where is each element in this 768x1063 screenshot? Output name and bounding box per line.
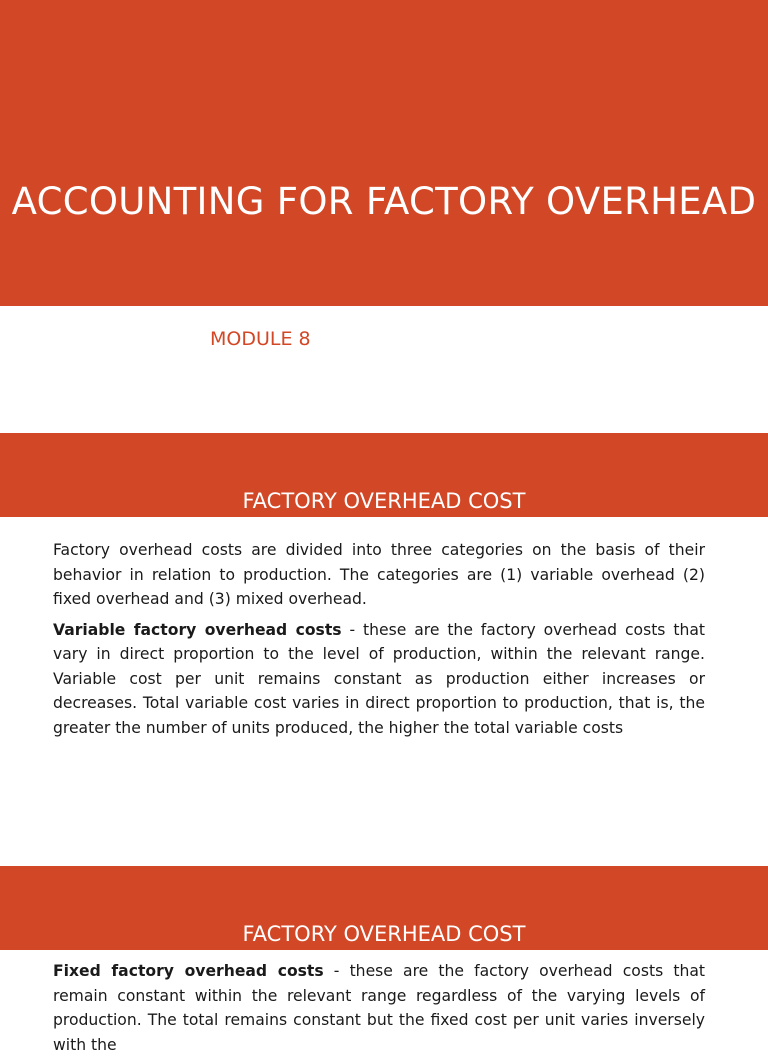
section-body-fixed <box>53 959 705 1063</box>
definition-text: - these are the factory overhead costs that remain constant within the relevant range regardless of the varying levels of production. The total remains constant but the fixed cost per unit varies inversely with the <box>53 962 705 1054</box>
definition-paragraph <box>53 959 705 1057</box>
section-body-variable <box>53 538 705 746</box>
module-label: MODULE 8 <box>210 328 311 350</box>
definition-paragraph <box>53 618 705 741</box>
definition-text: - these are the factory overhead costs that vary in direct proportion to the level of production, within the relevant range. Variable cost per unit remains constant as production either increases or decreases. Total variable cost varies in direct proportion to production, that is, the greater the number of units produced, the higher the total variable costs <box>53 620 705 737</box>
section-banner-variable <box>0 433 768 517</box>
presentation-title: ACCOUNTING FOR FACTORY OVERHEAD <box>11 180 757 223</box>
defined-term: Variable factory overhead costs <box>53 620 342 639</box>
intro-paragraph: Factory overhead costs are divided into three categories on the basis of their behavior in relation to production. The categories are (1) variable overhead (2) fixed overhead and (3) mixed overhead. <box>53 541 705 608</box>
section-heading: FACTORY OVERHEAD COST <box>242 489 526 513</box>
title-banner <box>0 0 768 306</box>
defined-term: Fixed factory overhead costs <box>53 962 324 980</box>
section-banner-fixed <box>0 866 768 950</box>
section-heading: FACTORY OVERHEAD COST <box>242 922 526 946</box>
